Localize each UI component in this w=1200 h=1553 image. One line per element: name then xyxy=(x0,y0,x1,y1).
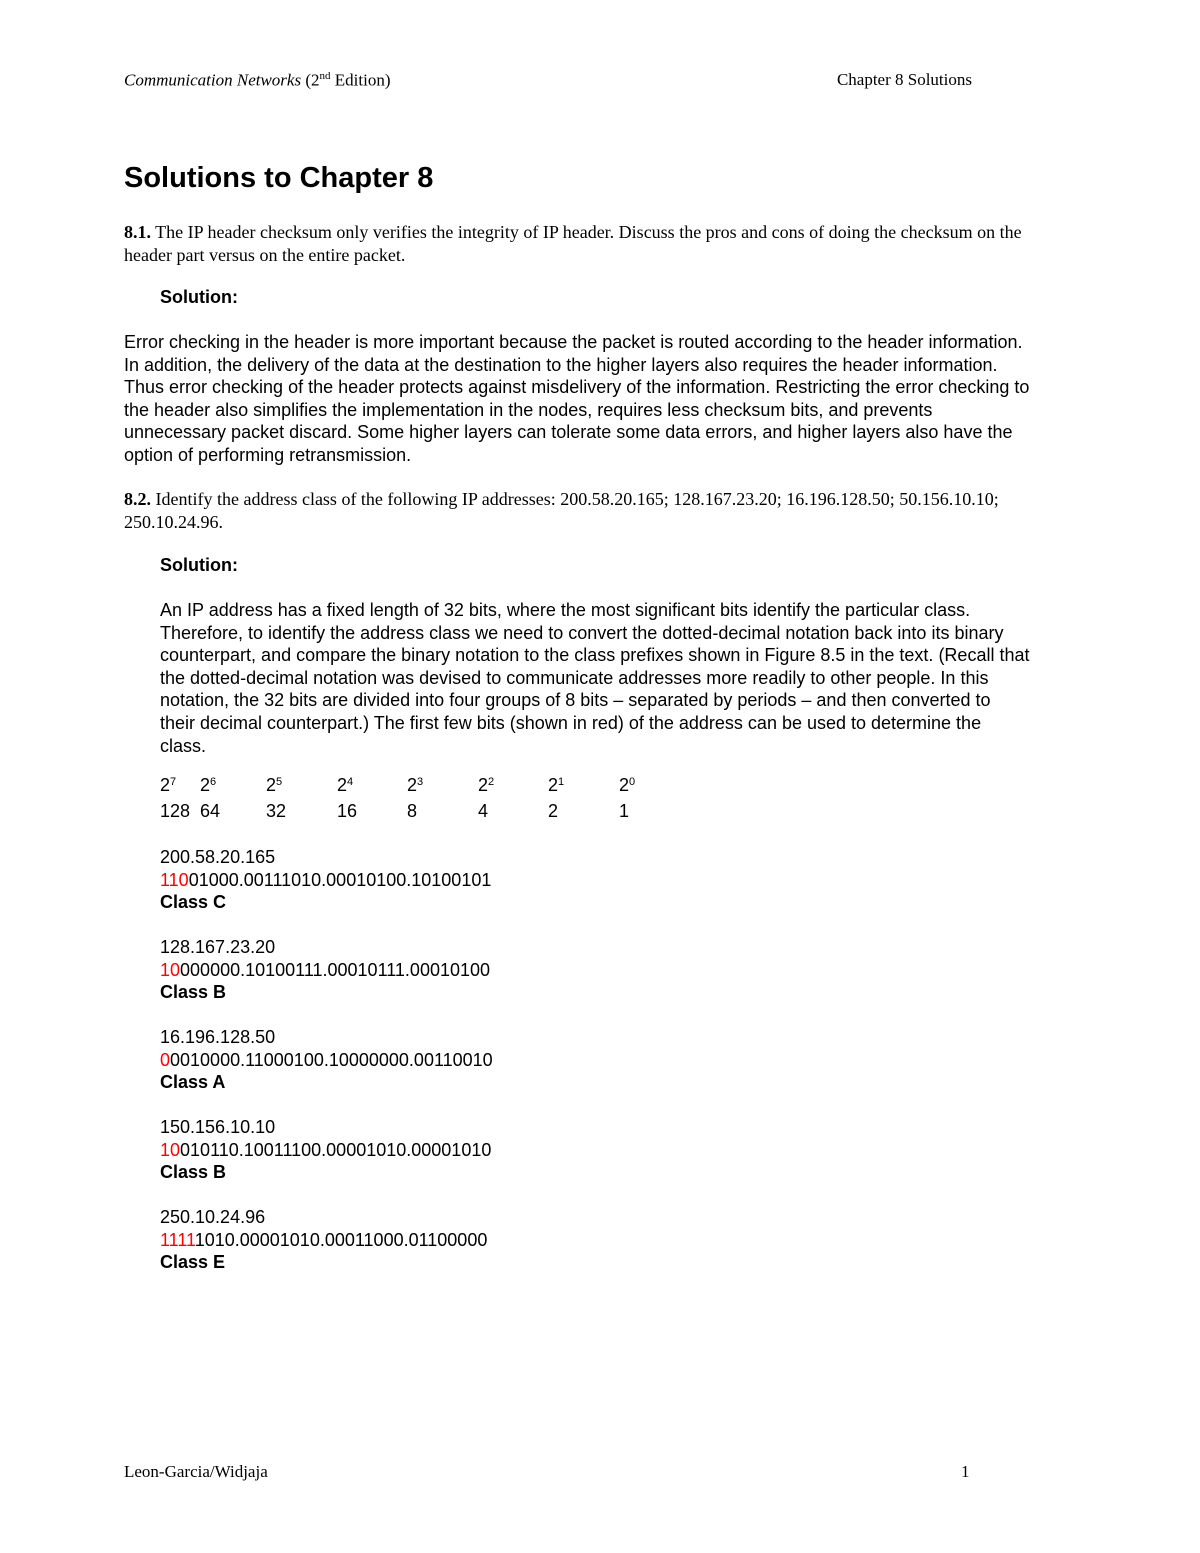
power-value: 8 xyxy=(407,801,418,821)
power-2-5: $2^5$ xyxy=(266,775,283,795)
edition-post: Edition) xyxy=(330,70,391,90)
power-value: 64 xyxy=(200,801,221,821)
address-class: Class B xyxy=(160,982,227,1003)
address-class: Class A xyxy=(160,1072,226,1093)
address-block xyxy=(160,1206,487,1274)
address-class: Class C xyxy=(160,892,227,913)
power-value: 4 xyxy=(478,801,489,821)
address-block xyxy=(160,1026,493,1094)
class-prefix-bits: 10 xyxy=(160,959,181,980)
address-binary xyxy=(160,869,491,892)
class-prefix-bits: 0 xyxy=(160,1049,171,1070)
address-class: Class E xyxy=(160,1252,226,1273)
address-decimal: 150.156.10.10 xyxy=(160,1117,276,1137)
remaining-bits: 000000.10100111.00010111.00010100 xyxy=(180,959,491,980)
class-prefix-bits: 110 xyxy=(160,869,189,890)
question-8-2 xyxy=(124,488,1024,534)
address-binary xyxy=(160,1229,487,1252)
answer-8-1: Error checking in the header is more important because the packet is routed according to the header information. In addition, the delivery of the data at the destination to the higher layers also requires the header information. Thus error checking of the header protects against misdelivery of the information. Restricting the error checking to the header also simplifies the implementation in the nodes, requires less checksum bits, and prevents unnecessary packet discard. Some higher layers can tolerate some data errors, and higher layers also have the option of performing retransmission. xyxy=(124,332,1030,465)
edition-sup: nd xyxy=(319,70,331,82)
solution-label-8-1: Solution: xyxy=(160,287,238,307)
address-binary xyxy=(160,1049,493,1072)
address-block xyxy=(160,936,490,1004)
power-value: 16 xyxy=(337,801,358,821)
footer-authors: Leon-Garcia/Widjaja xyxy=(124,1462,268,1481)
remaining-bits: 0010000.11000100.10000000.00110010 xyxy=(170,1049,493,1070)
question-8-1 xyxy=(124,221,1024,267)
power-2-3: $2^3$ xyxy=(407,775,424,795)
power-2-4: $2^4$ xyxy=(337,775,354,795)
address-decimal: 16.196.128.50 xyxy=(160,1027,276,1047)
address-binary xyxy=(160,959,490,982)
address-decimal: 200.58.20.165 xyxy=(160,847,276,867)
power-value: 128 xyxy=(160,801,191,821)
remaining-bits: 1010.00001010.00011000.01100000 xyxy=(194,1229,488,1250)
address-binary xyxy=(160,1139,491,1162)
question-text: The IP header checksum only verifies the integrity of IP header. Discuss the pros and cons of doing the checksum on the header part versus on the entire packet. xyxy=(124,222,1022,265)
address-block xyxy=(160,846,491,914)
question-number: 8.1. xyxy=(124,222,151,242)
class-prefix-bits: 10 xyxy=(160,1139,181,1160)
power-2-1: $2^1$ xyxy=(548,775,565,795)
running-header-book xyxy=(124,70,390,91)
edition-pre: (2 xyxy=(301,70,320,90)
remaining-bits: 01000.00111010.00010100.10100101 xyxy=(188,869,492,890)
running-header-chapter: Chapter 8 Solutions xyxy=(836,70,972,89)
address-decimal: 128.167.23.20 xyxy=(160,937,276,957)
book-title: Communication Networks xyxy=(124,70,302,90)
question-text: Identify the address class of the following IP addresses: 200.58.20.165; 128.167.23.20; 16.196.128.50; 50.156.10.10; 250.10.24.96. xyxy=(124,489,999,532)
remaining-bits: 010110.10011100.00001010.00001010 xyxy=(180,1139,492,1160)
power-2-2: $2^2$ xyxy=(478,775,495,795)
answer-8-2: An IP address has a fixed length of 32 bits, where the most significant bits identify the particular class. Therefore, to identify the address class we need to convert the dotted-decimal notation back into its binary counterpart, and compare the binary notation to the class prefixes shown in Figure 8.5 in the text. (Recall that the dotted-decimal notation was devised to communicate addresses more readily to other people. In this notation, the 32 bits are divided into four groups of 8 bits – separated by periods – and then converted to their decimal counterpart.) The first few bits (shown in red) of the address can be used to determine the class. xyxy=(160,600,1030,756)
address-class: Class B xyxy=(160,1162,227,1183)
address-block xyxy=(160,1116,491,1184)
power-2-7: $2^7$ xyxy=(160,775,177,795)
address-decimal: 250.10.24.96 xyxy=(160,1207,266,1227)
question-number: 8.2. xyxy=(124,489,151,509)
power-value: 1 xyxy=(619,801,630,821)
page-title: Solutions to Chapter 8 xyxy=(124,162,434,194)
power-2-6: $2^6$ xyxy=(200,775,217,795)
page-number: 1 xyxy=(961,1462,970,1481)
solution-label-8-2: Solution: xyxy=(160,555,238,575)
power-value: 2 xyxy=(548,801,559,821)
power-value: 32 xyxy=(266,801,287,821)
power-2-0: $2^0$ xyxy=(619,775,636,795)
class-prefix-bits: 1111 xyxy=(160,1229,195,1250)
